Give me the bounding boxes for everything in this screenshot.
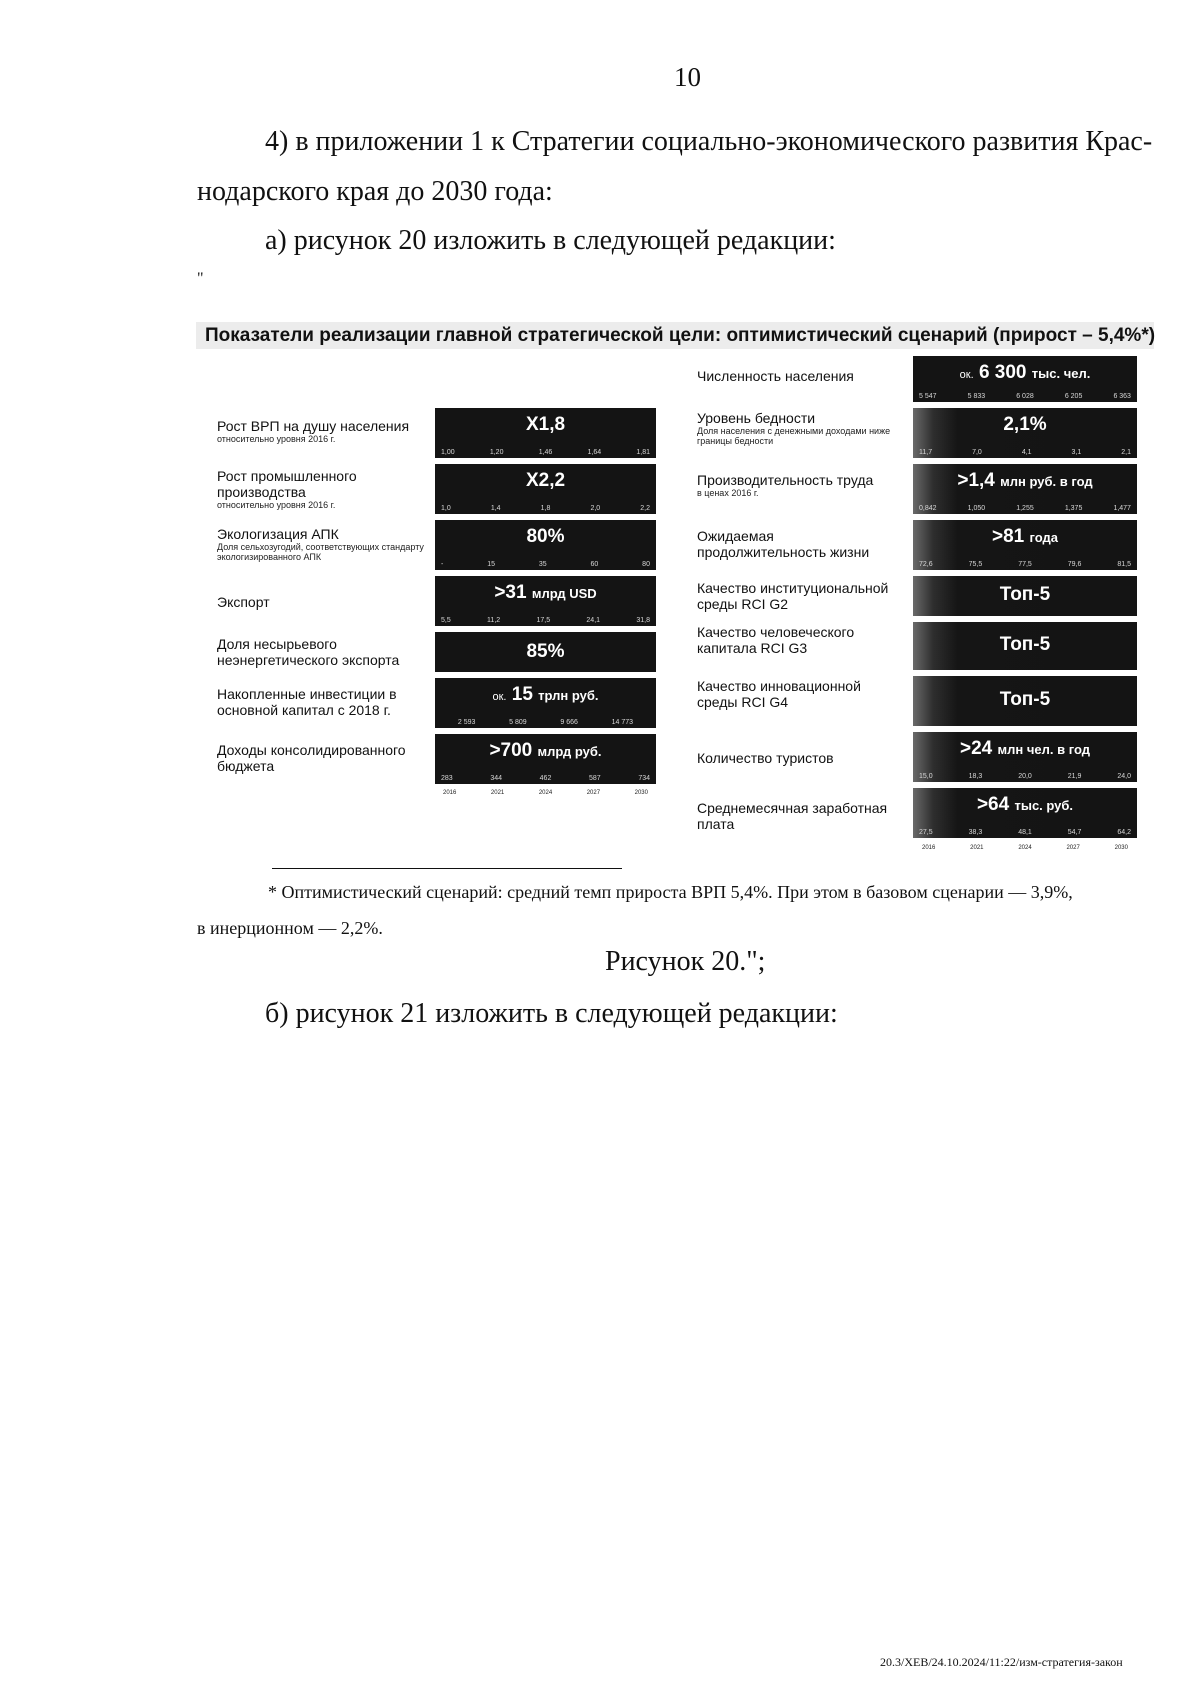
left-indicator-box-nonresource-export: 85% <box>435 632 656 672</box>
footnote-line-2: в инерционном — 2,2%. <box>197 918 383 938</box>
left-indicator-label-ecology: Экологизация АПК Доля сельхозугодий, соответствующих стандарту экологизированного АПК <box>217 526 424 562</box>
right-indicator-label-human-capital: Качество человеческого капитала RCI G3 <box>697 624 855 656</box>
footnote-line-1: * Оптимистический сценарий: средний темп прироста ВРП 5,4%. При этом в базовом сценарии — 3,9%, <box>268 882 1073 902</box>
left-indicator-box-budget: >700 млрд руб. 283 344 462 587 734 <box>435 734 656 784</box>
right-indicator-box-innovation: Топ-5 <box>913 676 1137 726</box>
right-indicator-box-institutional: Топ-5 <box>913 576 1137 616</box>
right-indicator-label-institutional: Качество институциональной среды RCI G2 <box>697 580 889 612</box>
paragraph-item-4-line-1: 4) в приложении 1 к Стратегии социально-экономического развития Крас- <box>265 126 1153 157</box>
right-indicator-box-human-capital: Топ-5 <box>913 622 1137 670</box>
page-number: 10 <box>674 62 701 92</box>
right-year-axis: 2016 2021 2024 2027 2030 <box>922 845 1128 851</box>
paragraph-item-4-line-2: нодарского края до 2030 года: <box>197 176 553 207</box>
left-indicator-box-gdp: Х1,8 1,00 1,20 1,46 1,64 1,81 <box>435 408 656 458</box>
right-indicator-label-poverty: Уровень бедности Доля населения с денежными доходами ниже границы бедности <box>697 410 891 446</box>
paragraph-item-b: б) рисунок 21 изложить в следующей редакции: <box>265 998 838 1029</box>
right-indicator-box-poverty: 2,1% 11,7 7,0 4,1 3,1 2,1 <box>913 408 1137 458</box>
left-indicator-label-nonresource-export: Доля несырьевого неэнергетического экспорта <box>217 636 400 668</box>
figure-title: Показатели реализации главной стратегической цели: оптимистический сценарий (прирост – 5,4%*) <box>196 322 1154 349</box>
paragraph-item-a: а) рисунок 20 изложить в следующей редакции: <box>265 225 836 256</box>
right-indicator-label-productivity: Производительность труда в ценах 2016 г. <box>697 472 874 498</box>
document-id: 20.3/ХЕВ/24.10.2024/11:22/изм-стратегия-закон <box>880 1655 1123 1669</box>
left-indicator-label-gdp: Рост ВРП на душу населения относительно уровня 2016 г. <box>217 418 410 444</box>
right-indicator-label-population: Численность населения <box>697 368 854 384</box>
figure-caption: Рисунок 20."; <box>605 946 766 977</box>
right-indicator-label-salary: Среднемесячная заработная плата <box>697 800 888 832</box>
right-indicator-box-tourists: >24 млн чел. в год 15,0 18,3 20,0 21,9 24,0 <box>913 732 1137 782</box>
left-year-axis: 2016 2021 2024 2027 2030 <box>443 790 648 796</box>
right-indicator-box-salary: >64 тыс. руб. 27,5 38,3 48,1 54,7 64,2 <box>913 788 1137 838</box>
right-indicator-box-productivity: >1,4 млн руб. в год 0,842 1,050 1,255 1,375 1,477 <box>913 464 1137 514</box>
left-indicator-label-budget: Доходы консолидированного бюджета <box>217 742 406 774</box>
left-indicator-box-export: >31 млрд USD 5,5 11,2 17,5 24,1 31,8 <box>435 576 656 626</box>
left-indicator-box-investment: ок. 15 трлн руб. 2 593 5 809 9 666 14 773 <box>435 678 656 728</box>
left-indicator-label-export: Экспорт <box>217 594 270 610</box>
right-indicator-label-tourists: Количество туристов <box>697 750 834 766</box>
left-indicator-box-ecology: 80% - 15 35 60 80 <box>435 520 656 570</box>
left-indicator-box-industry: Х2,2 1,0 1,4 1,8 2,0 2,2 <box>435 464 656 514</box>
right-indicator-box-population: ок. 6 300 тыс. чел. 5 547 5 833 6 028 6 205 6 363 <box>913 356 1137 402</box>
right-indicator-label-life-expectancy: Ожидаемая продолжительность жизни <box>697 528 870 560</box>
left-indicator-label-investment: Накопленные инвестиции в основной капитал с 2018 г. <box>217 686 397 718</box>
left-indicator-label-industry: Рост промышленного производства относительно уровня 2016 г. <box>217 468 357 510</box>
right-indicator-box-life-expectancy: >81 года 72,6 75,5 77,5 79,6 81,5 <box>913 520 1137 570</box>
footnote-separator <box>272 868 622 869</box>
right-indicator-label-innovation: Качество инновационной среды RCI G4 <box>697 678 861 710</box>
quote-open: " <box>197 270 204 287</box>
